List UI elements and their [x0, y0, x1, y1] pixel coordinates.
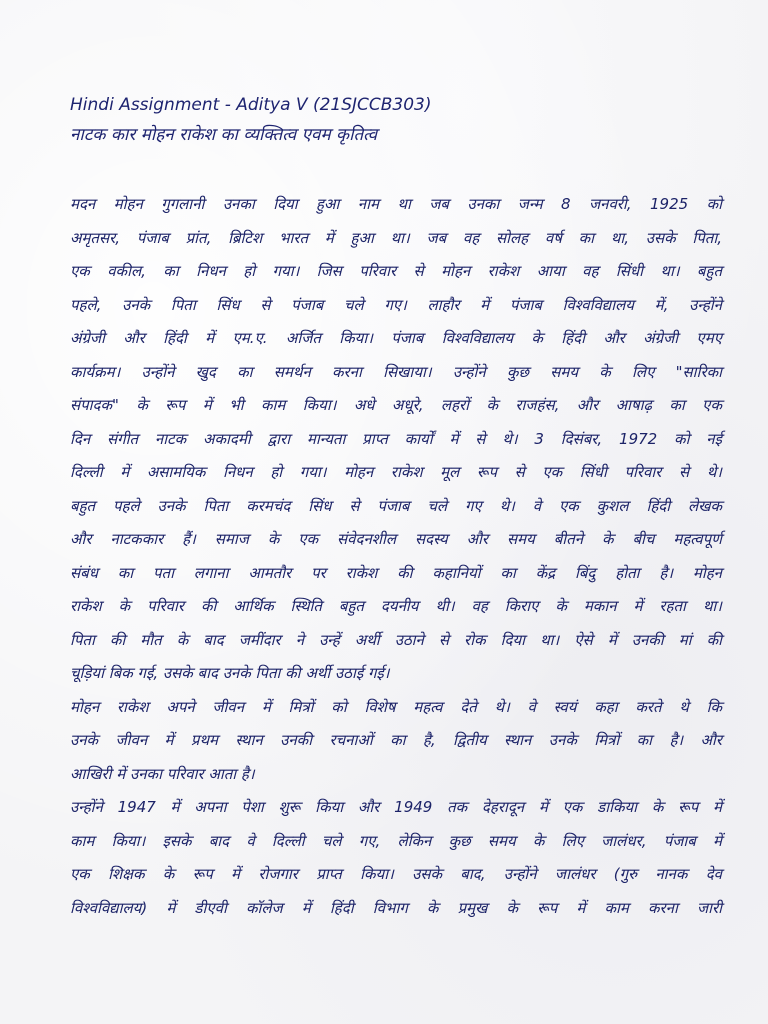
body-line: और नाटककार हैं। समाज के एक संवेदनशील सदस्य और समय बीतने के बीच महत्वपूर्ण [70, 530, 722, 548]
document-header [70, 90, 730, 150]
body-line: राकेश के परिवार की आर्थिक स्थिति बहुत दयनीय थी। वह किराए के मकान में रहता था। [70, 597, 722, 615]
body-line: एक शिक्षक के रूप में रोजगार प्राप्त किया। उसके बाद, उन्होंने जालंधर (गुरु नानक देव [70, 865, 722, 883]
body-line: दिल्ली में असामयिक निधन हो गया। मोहन राकेश मूल रूप से एक सिंधी परिवार से थे। [70, 463, 722, 481]
body-line: आखिरी में उनका परिवार आता है। [70, 764, 255, 783]
body-line: विश्वविद्यालय) में डीएवी कॉलेज में हिंदी विभाग के प्रमुख के रूप में काम करना जारी [70, 898, 722, 917]
body-line: पहले, उनके पिता सिंध से पंजाब चले गए। लाहौर में पंजाब विश्वविद्यालय में, उन्होंने [70, 295, 722, 314]
body-line: मोहन राकेश अपने जीवन में मित्रों को विशेष महत्व देते थे। वे स्वयं कहा करते थे कि [70, 697, 722, 716]
body-line: उन्होंने 1947 में अपना पेशा शुरू किया और 1949 तक देहरादून में एक डाकिया के रूप में [70, 798, 722, 816]
body-line: दिन संगीत नाटक अकादमी द्वारा मान्यता प्राप्त कार्यों में से थे। 3 दिसंबर, 1972 को नई [70, 429, 722, 448]
body-line: बहुत पहले उनके पिता करमचंद सिंध से पंजाब चले गए थे। वे एक कुशल हिंदी लेखक [70, 496, 722, 515]
body-line: पिता की मौत के बाद जमींदार ने उन्हें अर्थी उठाने से रोक दिया था। ऐसे में उनकी मां की [70, 630, 722, 649]
body-line: अंग्रेजी और हिंदी में एम.ए. अर्जित किया। पंजाब विश्वविद्यालय के हिंदी और अंग्रेजी एमए [70, 329, 722, 347]
body-line: संबंध का पता लगाना आमतौर पर राकेश की कहानियों का केंद्र बिंदु होता है। मोहन [70, 563, 722, 582]
assignment-subtitle: नाटक कार मोहन राकेश का व्यक्तित्व एवम कृतित्व [70, 125, 378, 145]
body-line: कार्यक्रम। उन्होंने खुद का समर्थन करना सिखाया। उन्होंने कुछ समय के लिए "सारिका [70, 362, 722, 381]
body-line: संपादक" के रूप में भी काम किया। अधे अधूरे, लहरों के राजहंस, और आषाढ़ का एक [70, 396, 722, 414]
document-body [70, 188, 722, 925]
body-line: काम किया। इसके बाद वे दिल्ली चले गए, लेकिन कुछ समय के लिए जालंधर, पंजाब में [70, 831, 722, 850]
body-line: मदन मोहन गुगलानी उनका दिया हुआ नाम था जब उनका जन्म 8 जनवरी, 1925 को [70, 195, 722, 213]
body-line: उनके जीवन में प्रथम स्थान उनकी रचनाओं का है, द्वितीय स्थान उनके मित्रों का है। और [70, 731, 722, 749]
body-line: एक वकील, का निधन हो गया। जिस परिवार से मोहन राकेश आया वह सिंधी था। बहुत [70, 262, 722, 280]
body-line: अमृतसर, पंजाब प्रांत, ब्रिटिश भारत में हुआ था। जब वह सोलह वर्ष का था, उसके पिता, [70, 228, 722, 247]
body-line: चूड़ियां बिक गई, उसके बाद उनके पिता की अर्थी उठाई गई। [70, 664, 390, 682]
assignment-title: Hindi Assignment - Aditya V (21SJCCB303) [70, 95, 432, 115]
